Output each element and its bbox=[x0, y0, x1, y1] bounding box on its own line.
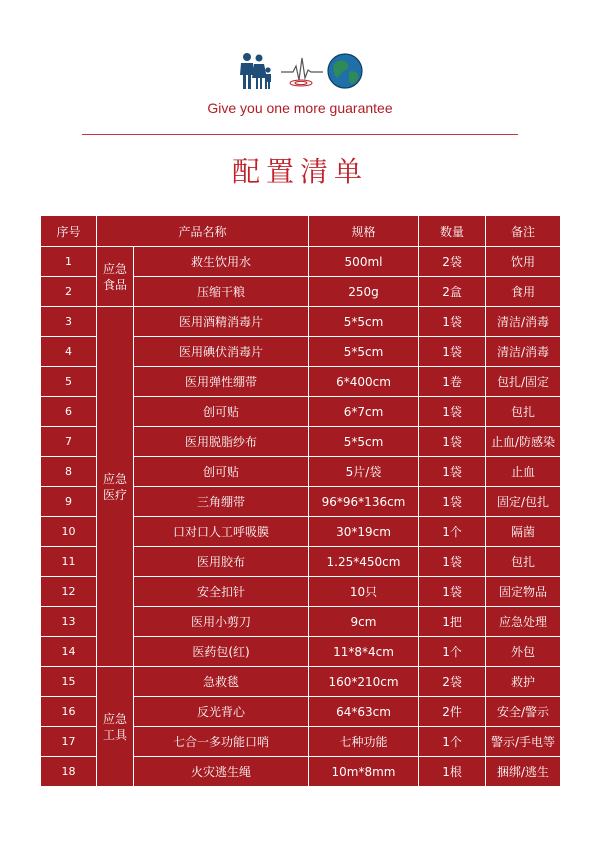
logo-graphic bbox=[235, 50, 365, 92]
product-spec: 10m*8mm bbox=[309, 757, 419, 787]
product-note: 固定物品 bbox=[486, 577, 561, 607]
row-number: 6 bbox=[41, 397, 97, 427]
product-spec: 11*8*4cm bbox=[309, 637, 419, 667]
header-number: 序号 bbox=[41, 216, 97, 247]
brand-logo bbox=[0, 50, 600, 96]
product-spec: 64*63cm bbox=[309, 697, 419, 727]
header-note: 备注 bbox=[486, 216, 561, 247]
row-number: 5 bbox=[41, 367, 97, 397]
product-quantity: 1袋 bbox=[419, 337, 486, 367]
row-number: 1 bbox=[41, 247, 97, 277]
product-spec: 9cm bbox=[309, 607, 419, 637]
product-name: 口对口人工呼吸膜 bbox=[134, 517, 309, 547]
product-spec: 5*5cm bbox=[309, 337, 419, 367]
header-spec: 规格 bbox=[309, 216, 419, 247]
product-spec: 1.25*450cm bbox=[309, 547, 419, 577]
page-title: 配置清单 bbox=[231, 155, 368, 188]
product-quantity: 2袋 bbox=[419, 667, 486, 697]
product-spec: 6*400cm bbox=[309, 367, 419, 397]
tagline: Give you one more guarantee bbox=[207, 100, 393, 116]
product-note: 隔菌 bbox=[486, 517, 561, 547]
product-note: 食用 bbox=[486, 277, 561, 307]
product-note: 包扎 bbox=[486, 397, 561, 427]
category-label: 应急 医疗 bbox=[97, 307, 134, 667]
product-spec: 10只 bbox=[309, 577, 419, 607]
table-header-row bbox=[41, 216, 561, 247]
product-name: 反光背心 bbox=[134, 697, 309, 727]
heartbeat-icon bbox=[281, 58, 323, 86]
product-quantity: 1袋 bbox=[419, 547, 486, 577]
row-number: 10 bbox=[41, 517, 97, 547]
product-name: 救生饮用水 bbox=[134, 247, 309, 277]
product-spec: 5片/袋 bbox=[309, 457, 419, 487]
product-spec: 250g bbox=[309, 277, 419, 307]
product-name: 压缩干粮 bbox=[134, 277, 309, 307]
product-note: 安全/警示 bbox=[486, 697, 561, 727]
category-label: 应急 工具 bbox=[97, 667, 134, 787]
product-spec: 七种功能 bbox=[309, 727, 419, 757]
product-quantity: 1卷 bbox=[419, 367, 486, 397]
product-name: 医药包(红) bbox=[134, 637, 309, 667]
globe-icon bbox=[328, 54, 362, 88]
product-quantity: 1袋 bbox=[419, 457, 486, 487]
product-quantity: 1袋 bbox=[419, 487, 486, 517]
family-icon bbox=[240, 53, 271, 89]
header-divider bbox=[82, 134, 518, 135]
product-note: 止血 bbox=[486, 457, 561, 487]
product-quantity: 1袋 bbox=[419, 577, 486, 607]
product-quantity: 1袋 bbox=[419, 307, 486, 337]
table-row bbox=[41, 667, 561, 697]
row-number: 4 bbox=[41, 337, 97, 367]
product-name: 火灾逃生绳 bbox=[134, 757, 309, 787]
product-note: 止血/防感染 bbox=[486, 427, 561, 457]
product-note: 救护 bbox=[486, 667, 561, 697]
product-quantity: 2件 bbox=[419, 697, 486, 727]
product-name: 创可贴 bbox=[134, 457, 309, 487]
row-number: 14 bbox=[41, 637, 97, 667]
product-name: 急救毯 bbox=[134, 667, 309, 697]
product-name: 七合一多功能口哨 bbox=[134, 727, 309, 757]
row-number: 17 bbox=[41, 727, 97, 757]
product-quantity: 1袋 bbox=[419, 397, 486, 427]
product-spec: 30*19cm bbox=[309, 517, 419, 547]
product-spec: 5*5cm bbox=[309, 307, 419, 337]
row-number: 15 bbox=[41, 667, 97, 697]
product-quantity: 2盒 bbox=[419, 277, 486, 307]
product-quantity: 2袋 bbox=[419, 247, 486, 277]
row-number: 9 bbox=[41, 487, 97, 517]
product-name: 医用脱脂纱布 bbox=[134, 427, 309, 457]
product-name: 医用弹性绷带 bbox=[134, 367, 309, 397]
row-number: 11 bbox=[41, 547, 97, 577]
product-quantity: 1把 bbox=[419, 607, 486, 637]
row-number: 13 bbox=[41, 607, 97, 637]
product-note: 清洁/消毒 bbox=[486, 307, 561, 337]
row-number: 12 bbox=[41, 577, 97, 607]
product-quantity: 1个 bbox=[419, 727, 486, 757]
product-note: 应急处理 bbox=[486, 607, 561, 637]
product-name: 医用酒精消毒片 bbox=[134, 307, 309, 337]
product-name: 三角绷带 bbox=[134, 487, 309, 517]
product-spec: 5*5cm bbox=[309, 427, 419, 457]
product-spec: 6*7cm bbox=[309, 397, 419, 427]
product-spec: 500ml bbox=[309, 247, 419, 277]
product-quantity: 1个 bbox=[419, 517, 486, 547]
header-quantity: 数量 bbox=[419, 216, 486, 247]
product-name: 安全扣针 bbox=[134, 577, 309, 607]
row-number: 2 bbox=[41, 277, 97, 307]
product-spec: 96*96*136cm bbox=[309, 487, 419, 517]
product-name: 医用胶布 bbox=[134, 547, 309, 577]
product-quantity: 1个 bbox=[419, 637, 486, 667]
product-note: 清洁/消毒 bbox=[486, 337, 561, 367]
product-quantity: 1袋 bbox=[419, 427, 486, 457]
product-note: 外包 bbox=[486, 637, 561, 667]
config-checklist-table bbox=[40, 215, 561, 787]
product-name: 医用小剪刀 bbox=[134, 607, 309, 637]
product-note: 饮用 bbox=[486, 247, 561, 277]
table-body bbox=[41, 247, 561, 787]
product-quantity: 1根 bbox=[419, 757, 486, 787]
product-name: 创可贴 bbox=[134, 397, 309, 427]
table-row bbox=[41, 307, 561, 337]
header-product-name: 产品名称 bbox=[97, 216, 309, 247]
row-number: 8 bbox=[41, 457, 97, 487]
product-note: 包扎 bbox=[486, 547, 561, 577]
category-label: 应急 食品 bbox=[97, 247, 134, 307]
product-spec: 160*210cm bbox=[309, 667, 419, 697]
product-note: 包扎/固定 bbox=[486, 367, 561, 397]
row-number: 7 bbox=[41, 427, 97, 457]
row-number: 18 bbox=[41, 757, 97, 787]
product-note: 固定/包扎 bbox=[486, 487, 561, 517]
row-number: 16 bbox=[41, 697, 97, 727]
product-note: 捆绑/逃生 bbox=[486, 757, 561, 787]
product-name: 医用碘伏消毒片 bbox=[134, 337, 309, 367]
table-row bbox=[41, 247, 561, 277]
product-note: 警示/手电等 bbox=[486, 727, 561, 757]
row-number: 3 bbox=[41, 307, 97, 337]
